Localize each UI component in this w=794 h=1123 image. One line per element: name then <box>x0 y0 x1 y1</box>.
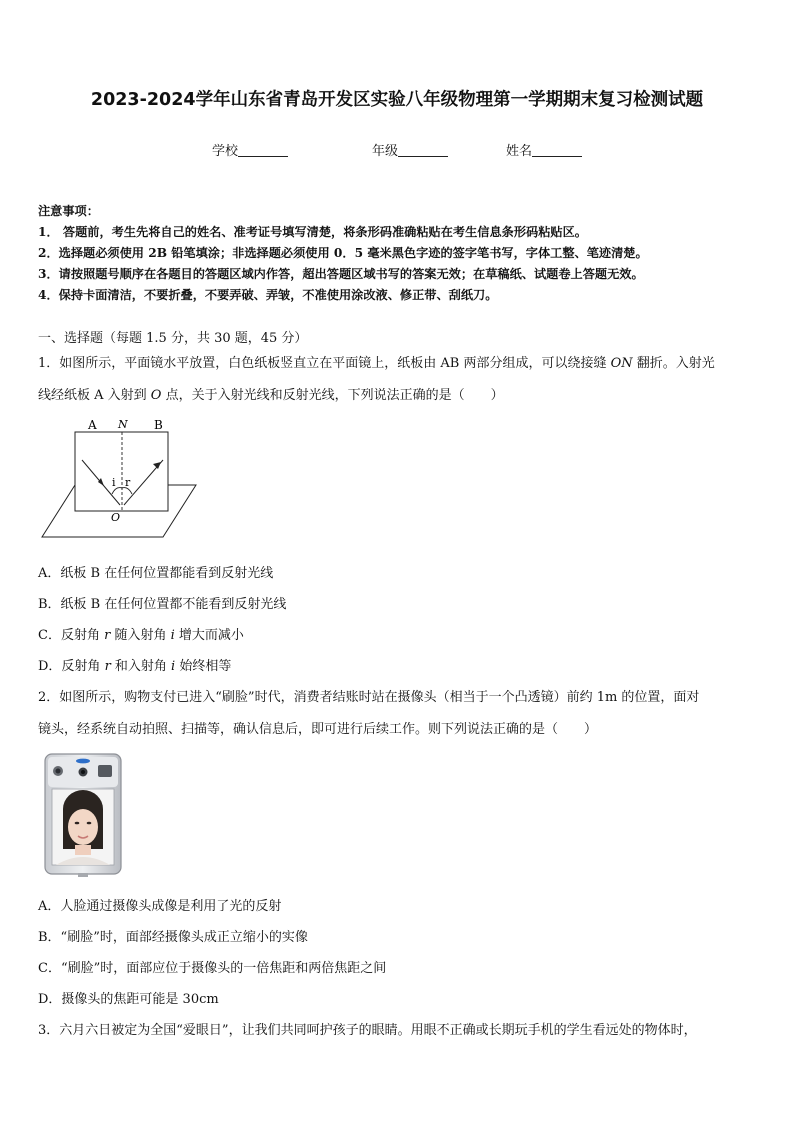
option-text: D．反射角 <box>38 659 105 674</box>
label-i: i <box>112 476 116 489</box>
student-info-row <box>0 140 794 160</box>
sensor-icon <box>98 765 112 777</box>
q2-stem-line1: 2．如图所示，购物支付已进入“刷脸”时代，消费者结账时站在摄像头（相当于一个凸透镜）前约 1m 的位置，面对 <box>38 690 700 705</box>
q1-axis-label: ON <box>610 356 633 371</box>
page-title: 2023-2024学年山东省青岛开发区实验八年级物理第一学期期末复习检测试题 <box>90 90 704 110</box>
label-A: A <box>88 418 97 432</box>
q1-stem-line2 <box>38 384 504 403</box>
option-text: 和入射角 <box>110 659 172 674</box>
paper-board <box>75 432 168 511</box>
label-r: r <box>125 476 131 489</box>
notes-heading: 注意事项： <box>38 204 99 218</box>
school-field <box>212 140 288 159</box>
option-var: i <box>170 628 175 643</box>
option-var: r <box>104 628 111 643</box>
option-var: r <box>104 659 111 674</box>
option-text: 随入射角 <box>110 628 171 643</box>
option-var: i <box>171 659 176 674</box>
option-text: 始终相等 <box>175 659 232 674</box>
grade-label: 年级 <box>372 144 399 159</box>
school-blank[interactable] <box>238 156 288 157</box>
portrait-neck <box>75 845 91 855</box>
portrait-eye <box>75 822 80 825</box>
label-O: O <box>111 511 121 524</box>
name-blank[interactable] <box>532 156 582 157</box>
q2-option-d[interactable]: D．摄像头的焦距可能是 30cm <box>38 992 219 1007</box>
school-label: 学校 <box>212 144 239 159</box>
note-item: 4．保持卡面清洁，不要折叠，不要弄破、弄皱，不准使用涂改液、修正带、刮纸刀。 <box>38 288 498 302</box>
section-heading: 一、选择题（每题 1.5 分，共 30 题，45 分） <box>38 331 308 346</box>
q1-stem-line1 <box>38 352 715 371</box>
label-B: B <box>154 418 163 432</box>
q1-option-d[interactable] <box>38 655 231 674</box>
note-item: 3．请按照题号顺序在各题目的答题区域内作答，超出答题区域书写的答案无效；在草稿纸、试题卷上答题无效。 <box>38 267 644 281</box>
q1-text: 翻折。入射光 <box>632 356 715 371</box>
q1-text: 点，关于入射光线和反射光线，下列说法正确的是（ ） <box>161 388 504 403</box>
portrait-face <box>68 809 98 845</box>
grade-field <box>372 140 448 159</box>
grade-blank[interactable] <box>398 156 448 157</box>
q2-option-c[interactable]: C．“刷脸”时，面部应位于摄像头的一倍焦距和两倍焦距之间 <box>38 961 387 976</box>
portrait-eye <box>87 822 92 825</box>
q1-text: 1．如图所示，平面镜水平放置，白色纸板竖直立在平面镜上，纸板由 AB 两部分组成，可以绕接缝 <box>38 356 611 371</box>
brand-logo <box>76 759 90 764</box>
q3-stem-line1: 3．六月六日被定为全国“爱眼日”，让我们共同呵护孩子的眼睛。用眼不正确或长期玩手机的学生看远处的物体时， <box>38 1023 697 1038</box>
option-text: C．反射角 <box>38 628 105 643</box>
q1-option-a[interactable]: A．纸板 B 在任何位置都能看到反射光线 <box>38 566 274 581</box>
camera-lens <box>81 770 85 774</box>
q1-option-b[interactable]: B．纸板 B 在任何位置都不能看到反射光线 <box>38 597 287 612</box>
note-item: 1． 答题前，考生先将自己的姓名、准考证号填写清楚，将条形码准确粘贴在考生信息条形码粘贴区。 <box>38 225 587 239</box>
option-text: 增大而减小 <box>174 628 244 643</box>
q1-text: 线经纸板 A 入射到 <box>38 388 151 403</box>
q1-option-c[interactable] <box>38 624 244 643</box>
label-N: N <box>118 418 128 431</box>
device-stand <box>78 873 88 877</box>
q2-stem-line2: 镜头，经系统自动拍照、扫描等，确认信息后，即可进行后续工作。则下列说法正确的是（ ） <box>38 722 598 737</box>
q2-option-a[interactable]: A．人脸通过摄像头成像是利用了光的反射 <box>38 899 282 914</box>
note-item: 2．选择题必须使用 2B 铅笔填涂；非选择题必须使用 0．5 毫米黑色字迹的签字笔书写，字体工整、笔迹清楚。 <box>38 246 648 260</box>
face-scan-device-image <box>44 753 124 878</box>
sensor-lens <box>56 769 61 774</box>
name-field <box>506 140 582 159</box>
q1-point-label: O <box>150 388 162 403</box>
q1-mirror-diagram <box>38 412 203 544</box>
q2-option-b[interactable]: B．“刷脸”时，面部经摄像头成正立缩小的实像 <box>38 930 308 945</box>
name-label: 姓名 <box>506 144 533 159</box>
